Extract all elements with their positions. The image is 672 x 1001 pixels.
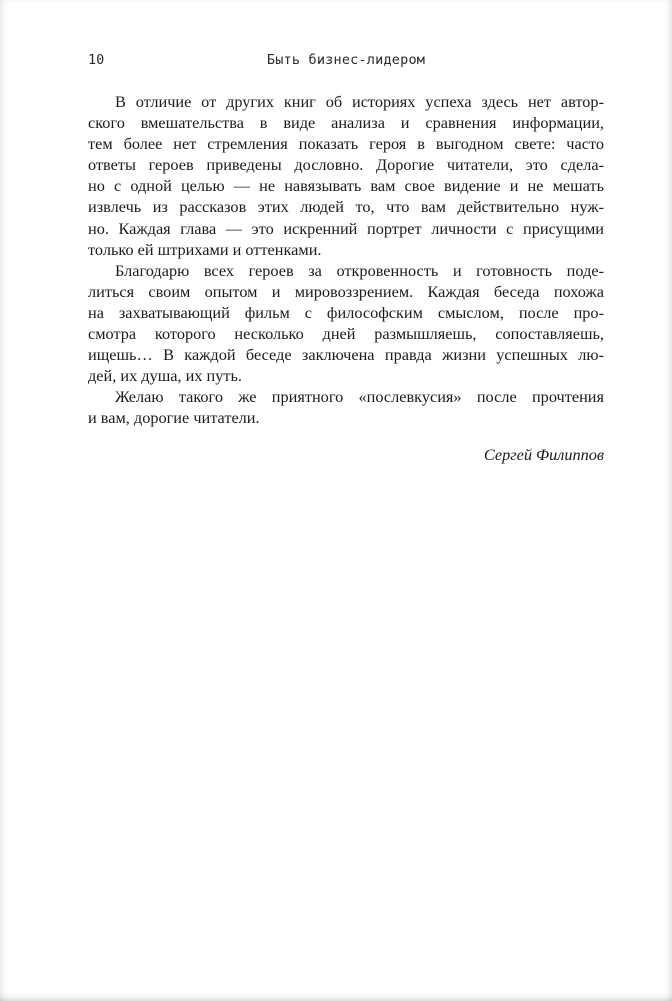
text-line: тем более нет стремления показать героя в выгодном свете: часто [88, 134, 604, 154]
text-line: ищешь… В каждой беседе заключена правда жизни успешных лю- [88, 345, 604, 365]
text-line: В отличие от других книг об историях успеха здесь нет автор- [115, 92, 604, 111]
text-line: Благодарю всех героев за откровенность и готовность поде- [115, 260, 604, 280]
paragraph [88, 386, 604, 428]
paragraphs-container [88, 91, 604, 429]
author-signature: Сергей Филиппов [483, 444, 604, 464]
text-line: Желаю такого же приятного «послевкусия» после прочтения [115, 387, 604, 407]
page-number: 10 [88, 52, 105, 68]
paragraph [88, 91, 604, 260]
body-text [88, 91, 604, 465]
text-line: дей, их душа, их путь. [88, 366, 243, 386]
text-line: смотра которого несколько дней размышляешь, сопоставляешь, [88, 324, 604, 344]
text-line: на захватывающий фильм с философским смыслом, после про- [88, 302, 604, 322]
text-line: извлечь из рассказов этих людей то, что вам действительно нуж- [88, 197, 604, 217]
text-line: и вам, дорогие читатели. [88, 408, 260, 428]
running-title: Быть бизнес-лидером [266, 52, 426, 68]
running-head [88, 52, 604, 70]
text-line: литься своим опытом и мировоззрением. Каждая беседа похожа [88, 281, 604, 301]
text-line: но с одной целью — не навязывать вам свое видение и не мешать [88, 176, 604, 196]
text-line: но. Каждая глава — это искренний портрет личности с присущими [88, 218, 604, 238]
text-line: ского вмешательства в виде анализа и сравнения информации, [88, 113, 604, 133]
text-line: ответы героев приведены дословно. Дорогие читатели, это сдела- [88, 155, 604, 175]
paragraph [88, 260, 604, 387]
text-line: только ей штрихами и оттенками. [88, 239, 322, 259]
